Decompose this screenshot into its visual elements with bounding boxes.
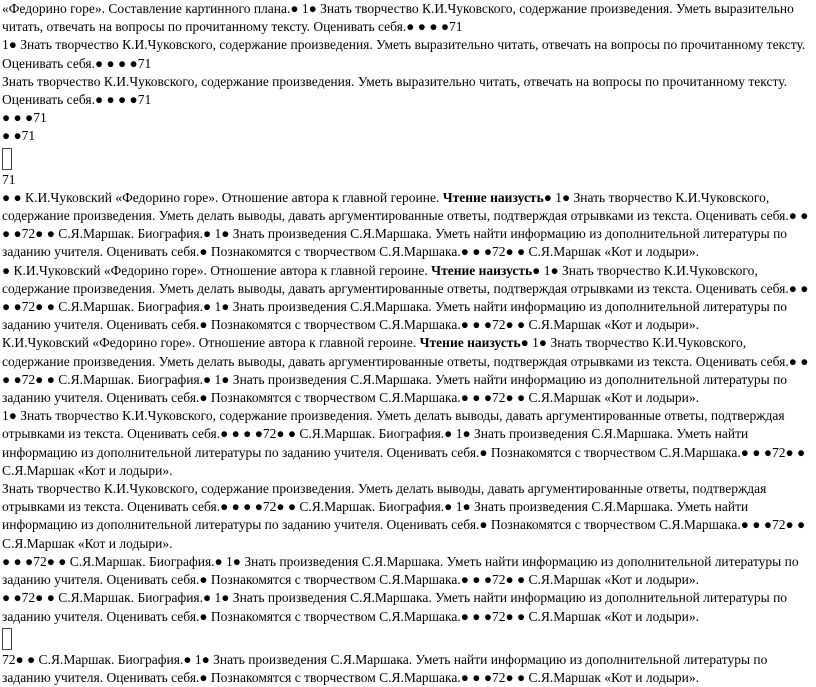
paragraph-11: Знать творчество К.И.Чуковского, содержание произведения. Уметь делать выводы, давать аргументированные ответы, подтверждая отрывками из текста. Оценивать себя.● ● ● ●72● ● С.Я.Маршак. Биография.● 1● Знать произведения С.Я.Маршака. Уметь найти информацию из дополнительной литературы по заданию учителя. Оценивать себя.● Познакомятся с творчеством С.Я.Маршака.● ● ●72● ● С.Я.Маршак «Кот и лодыри».	[2, 481, 806, 551]
paragraph-8: ● К.И.Чуковский «Федорино горе». Отношение автора к главной героине. Чтение наизусть● 1● Знать творчество К.И.Чуковского, содержание произведения. Уметь делать выводы, давать аргументированные ответы, подтверждая отрывками из текста. Оценивать себя.● ● ● ●72● ● С.Я.Маршак. Биография.● 1● Знать произведения С.Я.Маршака. Уметь найти информацию из дополнительной литературы по заданию учителя. Оценивать себя.● Познакомятся с творчеством С.Я.Маршака.● ● ●72● ● С.Я.Маршак «Кот и лодыри».	[2, 262, 809, 333]
paragraph-5: ● ●71	[2, 128, 36, 144]
empty-table-cell-box	[2, 628, 12, 650]
paragraph-13: ● ●72● ● С.Я.Маршак. Биография.● 1● Знать произведения С.Я.Маршака. Уметь найти информацию из дополнительной литературы по заданию учителя. Оценивать себя.● Познакомятся с творчеством С.Я.Маршака.● ● ●72● ● С.Я.Маршак «Кот и лодыри».	[2, 590, 788, 624]
paragraph-7: ● ● К.И.Чуковский «Федорино горе». Отношение автора к главной героине. Чтение наизусть● 1● Знать творчество К.И.Чуковского, содержание произведения. Уметь делать выводы, давать аргументированные ответы, подтверждая отрывками из текста. Оценивать себя.● ● ● ●72● ● С.Я.Маршак. Биография.● 1● Знать произведения С.Я.Маршака. Уметь найти информацию из дополнительной литературы по заданию учителя. Оценивать себя.● Познакомятся с творчеством С.Я.Маршака.● ● ●72● ● С.Я.Маршак «Кот и лодыри».	[2, 189, 809, 260]
paragraph-10: 1● Знать творчество К.И.Чуковского, содержание произведения. Уметь делать выводы, давать аргументированные ответы, подтверждая отрывками из текста. Оценивать себя.● ● ● ●72● ● С.Я.Маршак. Биография.● 1● Знать произведения С.Я.Маршака. Уметь найти информацию из дополнительной литературы по заданию учителя. Оценивать себя.● Познакомятся с творчеством С.Я.Маршака.● ● ●72● ● С.Я.Маршак «Кот и лодыри».	[2, 408, 806, 478]
bold-phrase: Чтение наизусть	[431, 262, 533, 278]
paragraph-12: ● ● ●72● ● С.Я.Маршак. Биография.● 1● Знать произведения С.Я.Маршака. Уметь найти информацию из дополнительной литературы по заданию учителя. Оценивать себя.● Познакомятся с творчеством С.Я.Маршака.● ● ●72● ● С.Я.Маршак «Кот и лодыри».	[2, 553, 799, 588]
paragraph-6: 71	[2, 171, 16, 187]
paragraph-9: К.И.Чуковский «Федорино горе». Отношение автора к главной героине. Чтение наизусть● 1● Знать творчество К.И.Чуковского, содержание произведения. Уметь делать выводы, давать аргументированные ответы, подтверждая отрывками из текста. Оценивать себя.● ● ● ●72● ● С.Я.Маршак. Биография.● 1● Знать произведения С.Я.Маршака. Уметь найти информацию из дополнительной литературы по заданию учителя. Оценивать себя.● Познакомятся с творчеством С.Я.Маршака.● ● ●72● ● С.Я.Маршак «Кот и лодыри».	[2, 335, 809, 406]
bold-phrase: Чтение наизусть	[442, 189, 544, 205]
paragraph-14: 72● ● С.Я.Маршак. Биография.● 1● Знать произведения С.Я.Маршака. Уметь найти информацию из дополнительной литературы по заданию учителя. Оценивать себя.● Познакомятся с творчеством С.Я.Маршака.● ● ●72● ● С.Я.Маршак «Кот и лодыри».	[2, 651, 768, 685]
paragraph-2: 1● Знать творчество К.И.Чуковского, содержание произведения. Уметь выразительно читать, отвечать на вопросы по прочитанному тексту. Оценивать себя.● ● ● ●71	[2, 37, 806, 71]
paragraph-4: ● ● ●71	[2, 110, 47, 126]
empty-table-cell-box	[2, 148, 12, 170]
paragraph-1: «Федорино горе». Составление картинного плана.● 1● Знать творчество К.И.Чуковского, содержание произведения. Уметь выразительно читать, отвечать на вопросы по прочитанному тексту. Оценивать себя.● ● ● ●71	[2, 1, 794, 35]
paragraph-3: Знать творчество К.И.Чуковского, содержание произведения. Уметь выразительно читать, отвечать на вопросы по прочитанному тексту. Оценивать себя.● ● ● ●71	[2, 73, 788, 108]
bold-phrase: Чтение наизусть	[419, 335, 521, 351]
